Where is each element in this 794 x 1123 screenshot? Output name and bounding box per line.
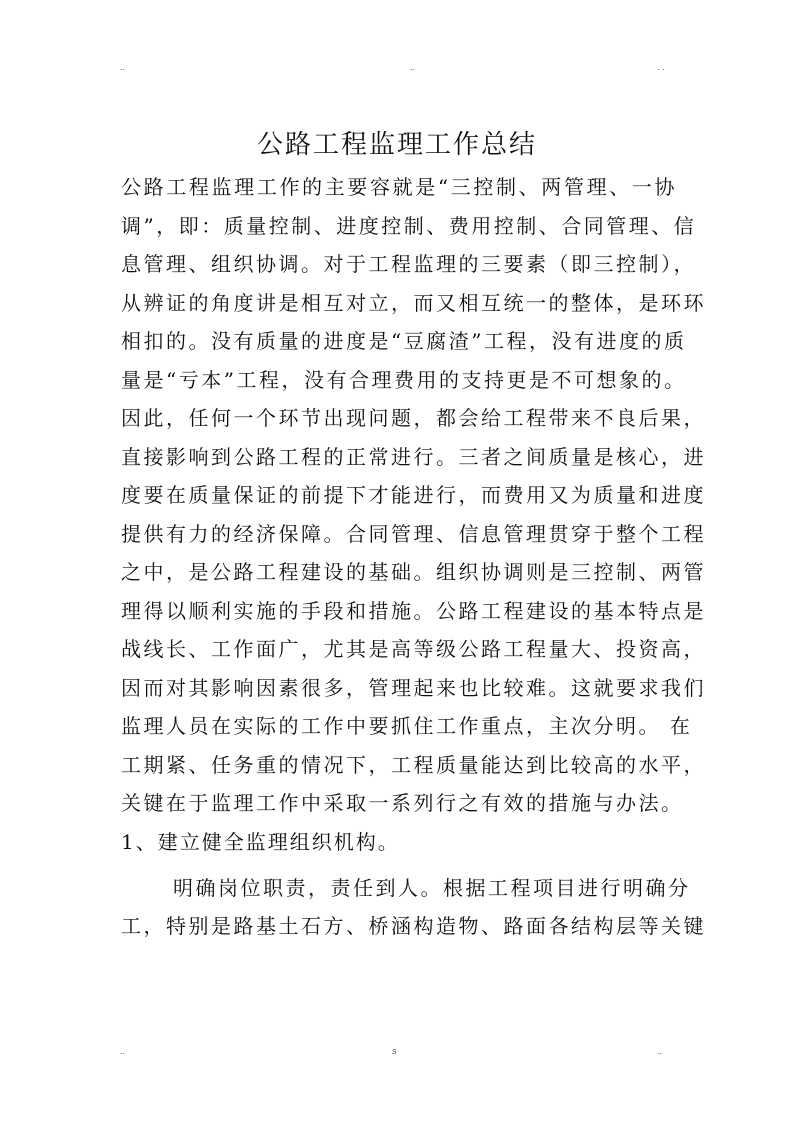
header-dots-center: .. [410, 62, 416, 72]
paragraph-line: 监理人员在实际的工作中要抓住工作重点，主次分明。 在 [121, 714, 693, 738]
paragraph-line: 调”，即：质量控制、进度控制、费用控制、合同管理、信 [121, 213, 697, 238]
footer-dots-right: .. [657, 1046, 663, 1056]
paragraph-line: 因而对其影响因素很多，管理起来也比较难。这就要求我们 [121, 675, 706, 700]
paragraph-line: 因此，任何一个环节出现问题，都会给工程带来不良后果， [121, 406, 706, 430]
page-footer [0, 1046, 794, 1058]
paragraph-line: 从辨证的角度讲是相互对立，而又相互统一的整体，是环环 [121, 290, 706, 315]
paragraph-line: 度要在质量保证的前提下才能进行，而费用又为质量和进度 [121, 483, 706, 507]
paragraph-line: 工期紧、任务重的情况下，工程质量能达到比较高的水平， [121, 752, 706, 777]
section-heading: 1、建立健全监理组织机构。 [121, 829, 400, 854]
paragraph-line: 提供有力的经济保障。合同管理、信息管理贯穿于整个工程 [121, 521, 706, 546]
page-header [0, 62, 794, 74]
paragraph-line: 相扣的。没有质量的进度是“豆腐渣”工程，没有进度的质 [121, 329, 687, 353]
footer-page-mark: s [392, 1046, 397, 1056]
paragraph-line: 工，特别是路基土石方、桥涵构造物、路面各结构层等关键 [121, 914, 706, 938]
paragraph-line: 关键在于监理工作中采取一系列行之有效的措施与办法。 [121, 791, 684, 815]
paragraph-line: 战线长、工作面广，尤其是高等级公路工程量大、投资高， [121, 637, 706, 661]
document-title: 公路工程监理工作总结 [256, 130, 537, 160]
footer-dots-left: .. [120, 1046, 126, 1056]
header-dots-right: . . [657, 62, 665, 72]
paragraph-line: 理得以顺利实施的手段和措施。公路工程建设的基本特点是 [121, 598, 706, 623]
paragraph-line: 明确岗位职责，责任到人。根据工程项目进行明确分 [173, 875, 691, 900]
paragraph-line: 之中，是公路工程建设的基础。组织协调则是三控制、两管 [121, 560, 706, 584]
document-body [121, 168, 706, 946]
paragraph-line: 息管理、组织协调。对于工程监理的三要素（即三控制）， [121, 252, 696, 276]
paragraph-line: 公路工程监理工作的主要容就是“三控制、两管理、一协 [121, 175, 677, 199]
header-dots-left: .. [120, 62, 126, 72]
paragraph-line: 量是“亏本”工程，没有合理费用的支持更是不可想象的。 [121, 367, 687, 392]
paragraph-line: 直接影响到公路工程的正常进行。三者之间质量是核心，进 [121, 444, 706, 469]
